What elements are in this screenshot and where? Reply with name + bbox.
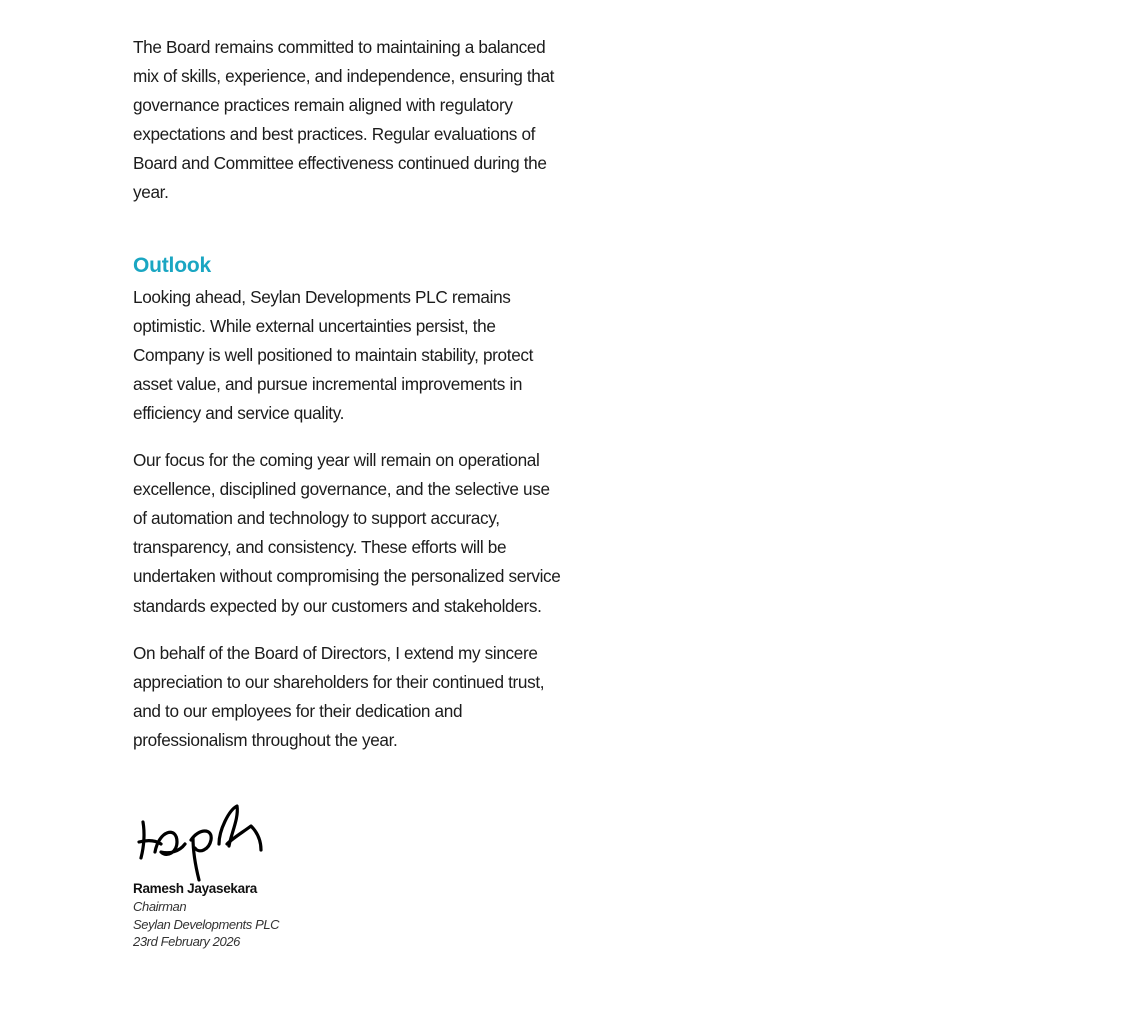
outlook-paragraph-3: On behalf of the Board of Directors, I extend my sincere appreciation to our shareholders for their continued trust, and to our employees for their dedication and professionalism throughout the year.	[133, 642, 545, 750]
signatory-company: Seylan Developments PLC	[133, 916, 280, 932]
governance-paragraph: The Board remains committed to maintaining a balanced mix of skills, experience, and independence, ensuring that governance practices remain aligned with regulatory expectations and best practices. Regular evaluations of Board and Committee effectiveness continued during the year.	[133, 37, 555, 203]
signatory-title: Chairman	[133, 899, 187, 914]
outlook-paragraph-1: Looking ahead, Seylan Developments PLC remains optimistic. While external uncertainties persist, the Company is well positioned to maintain stability, protect asset value, and pursue incremental improvements in efficiency and service quality.	[133, 286, 534, 423]
outlook-paragraph-2: Our focus for the coming year will remain on operational excellence, disciplined governance, and the selective use of automation and technology to support accuracy, transparency, and consistency. These efforts will be undertaken without compromising the personalized service standards expected by our customers and stakeholders.	[133, 450, 561, 616]
outlook-heading: Outlook	[133, 253, 211, 277]
signatory-date: 23rd February 2026	[133, 934, 240, 949]
letter-body	[133, 33, 563, 755]
signatory-name: Ramesh Jayasekara	[133, 881, 258, 896]
signatory-block	[133, 880, 433, 951]
handwritten-signature	[133, 800, 273, 884]
